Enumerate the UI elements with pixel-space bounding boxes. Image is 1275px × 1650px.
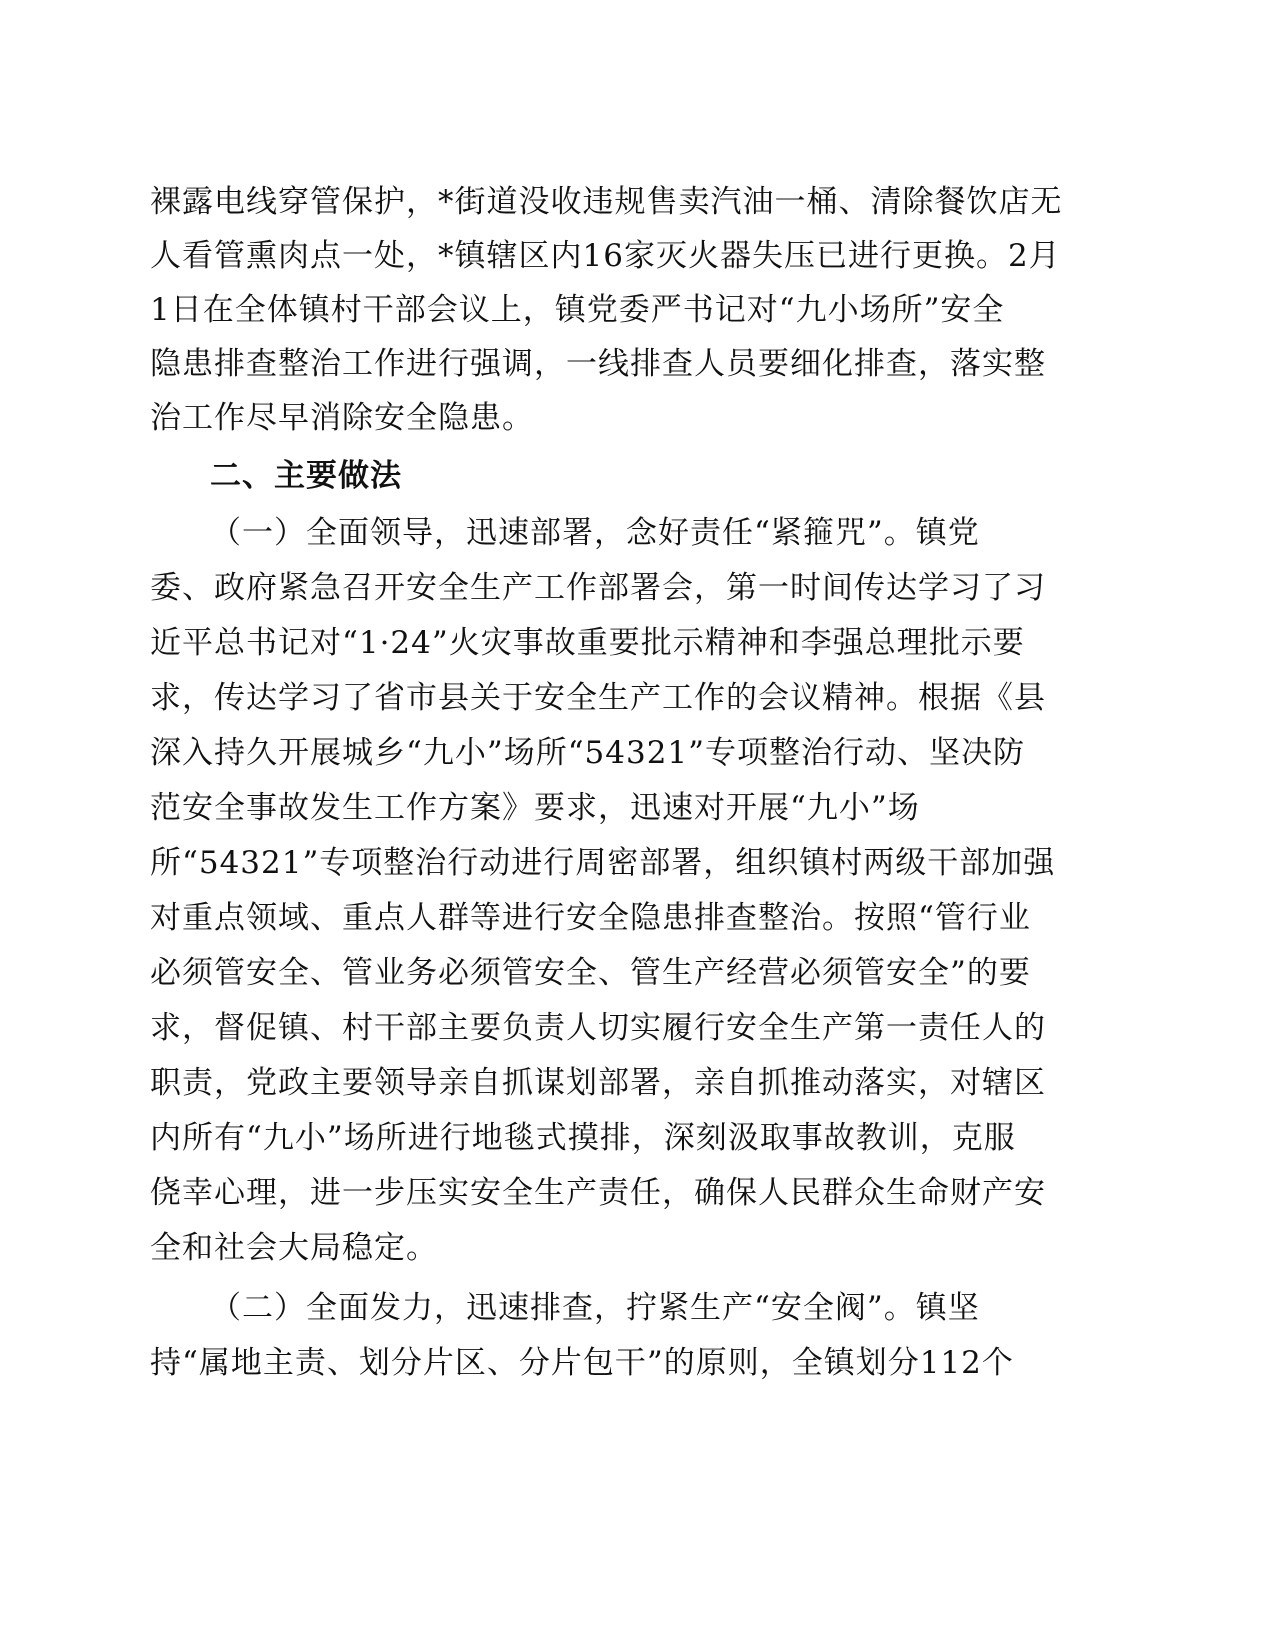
paragraph-line: 人看管熏肉点一处，*镇辖区内16家灭火器失压已进行更换。2月: [150, 238, 1061, 274]
paragraph-line: 1日在全体镇村干部会议上，镇党委严书记对“九小场所”安全: [150, 292, 1005, 328]
paragraph-line: 范安全事故发生工作方案》要求，迅速对开展“九小”场: [150, 790, 920, 826]
paragraph-line: 侥幸心理，进一步压实安全生产责任，确保人民群众生命财产安: [150, 1175, 1046, 1211]
paragraph-line: 近平总书记对“1·24”火灾事故重要批示精神和李强总理批示要: [150, 625, 1025, 661]
paragraph-line: 职责，党政主要领导亲自抓谋划部署，亲自抓推动落实，对辖区: [150, 1065, 1046, 1101]
paragraph-line: 持“属地主责、划分片区、分片包干”的原则，全镇划分112个: [150, 1345, 1014, 1381]
paragraph-line: 深入持久开展城乡“九小”场所“54321”专项整治行动、坚决防: [150, 735, 1026, 771]
paragraph-line: 求，传达学习了省市县关于安全生产工作的会议精神。根据《县: [150, 680, 1046, 716]
paragraph-line: 全和社会大局稳定。: [150, 1230, 438, 1266]
paragraph-line: 治工作尽早消除安全隐患。: [150, 400, 534, 436]
paragraph-line: 求，督促镇、村干部主要负责人切实履行安全生产第一责任人的: [150, 1010, 1046, 1046]
subsection-first-line: （一）全面领导，迅速部署，念好责任“紧箍咒”。镇党: [210, 515, 980, 551]
subsection-first-line: （二）全面发力，迅速排查，拧紧生产“安全阀”。镇坚: [210, 1290, 980, 1326]
paragraph-line: 裸露电线穿管保护，*街道没收违规售卖汽油一桶、清除餐饮店无: [150, 184, 1063, 220]
paragraph-line: 对重点领域、重点人群等进行安全隐患排查整治。按照“管行业: [150, 900, 1031, 936]
paragraph-line: 委、政府紧急召开安全生产工作部署会，第一时间传达学习了习: [150, 570, 1046, 606]
paragraph-line: 必须管安全、管业务必须管安全、管生产经营必须管安全”的要: [150, 955, 1031, 991]
paragraph-line: 隐患排查整治工作进行强调，一线排查人员要细化排查，落实整: [150, 346, 1046, 382]
section-heading: 二、主要做法: [210, 458, 402, 494]
paragraph-line: 所“54321”专项整治行动进行周密部署，组织镇村两级干部加强: [150, 845, 1056, 881]
paragraph-line: 内所有“九小”场所进行地毯式摸排，深刻汲取事故教训，克服: [150, 1120, 1016, 1156]
